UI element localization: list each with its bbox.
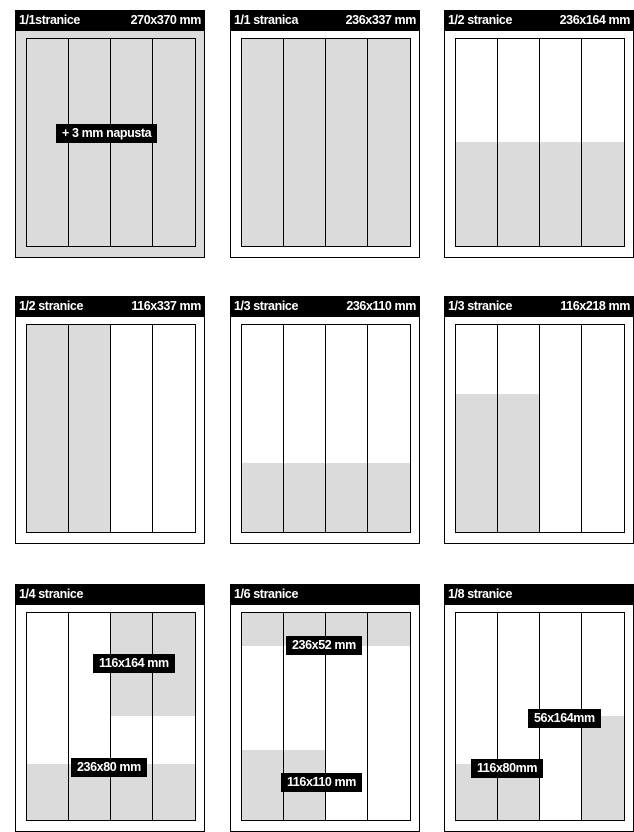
column-divider [367,325,368,532]
card-header [444,584,634,604]
page-frame [444,604,634,832]
format-size: 236x164 mm [559,13,630,27]
card-header [15,10,205,30]
format-title: 1/2 stranice [19,299,83,313]
ad-area [242,463,410,532]
size-label: 236x80 mm [71,758,147,777]
column-divider [497,613,498,820]
format-size: 116x218 mm [560,299,630,313]
card-header [444,296,634,316]
ad-area [456,142,624,246]
column-divider [152,613,153,820]
card-header [15,584,205,604]
page-layout [241,38,411,247]
column-divider [283,325,284,532]
column-divider [367,613,368,820]
size-label: 116x80mm [471,759,543,778]
column-divider [539,325,540,532]
format-title: 1/1stranice [19,13,80,27]
page-layout [26,612,196,821]
column-divider [539,39,540,246]
size-label: 116x110 mm [281,773,362,792]
page-frame [230,316,420,544]
column-divider [68,325,69,532]
page-frame [444,316,634,544]
card-header [230,296,420,316]
column-divider [283,39,284,246]
card-header [230,10,420,30]
ad-format-eighth-page [444,584,634,824]
page-frame [444,30,634,258]
column-divider [497,325,498,532]
format-title: 1/8 stranice [448,587,512,601]
ad-area-vertical [582,716,624,820]
ad-format-half-page-vertical [15,296,205,544]
ad-format-third-page-horizontal [230,296,420,544]
page-layout [455,324,625,533]
format-title: 1/2 stranice [448,13,512,27]
page-frame [230,604,420,832]
ad-format-quarter-page [15,584,205,824]
page-frame [15,604,205,832]
column-divider [110,325,111,532]
format-size: 236x337 mm [345,13,416,27]
ad-area [242,39,410,246]
ad-format-third-page-vertical [444,296,634,544]
card-header [15,296,205,316]
format-size: 270x370 mm [130,13,201,27]
page-frame [15,30,205,258]
page-frame [15,316,205,544]
size-label: 236x52 mm [286,636,362,655]
column-divider [325,325,326,532]
format-title: 1/3 stranice [234,299,298,313]
column-divider [68,613,69,820]
format-size: 116x337 mm [131,299,201,313]
column-divider [367,39,368,246]
format-size: 236x110 mm [346,299,416,313]
column-divider [581,39,582,246]
page-frame [230,30,420,258]
card-header [230,584,420,604]
bleed-label: + 3 mm napusta [56,124,157,143]
format-title: 1/4 stranice [19,587,83,601]
page-layout [455,38,625,247]
ad-format-half-page-horizontal [444,10,634,258]
page-layout [241,324,411,533]
ad-format-sixth-page [230,584,420,824]
card-header [444,10,634,30]
size-label: 116x164 mm [93,654,175,673]
size-label: 56x164mm [528,709,601,728]
page-layout [26,324,196,533]
column-divider [152,325,153,532]
column-divider [325,39,326,246]
ad-format-full-page-bleed [15,10,205,258]
column-divider [110,613,111,820]
column-divider [581,325,582,532]
format-title: 1/3 stranice [448,299,512,313]
column-divider [497,39,498,246]
ad-format-full-page [230,10,420,258]
format-title: 1/6 stranice [234,587,298,601]
format-title: 1/1 stranica [234,13,298,27]
